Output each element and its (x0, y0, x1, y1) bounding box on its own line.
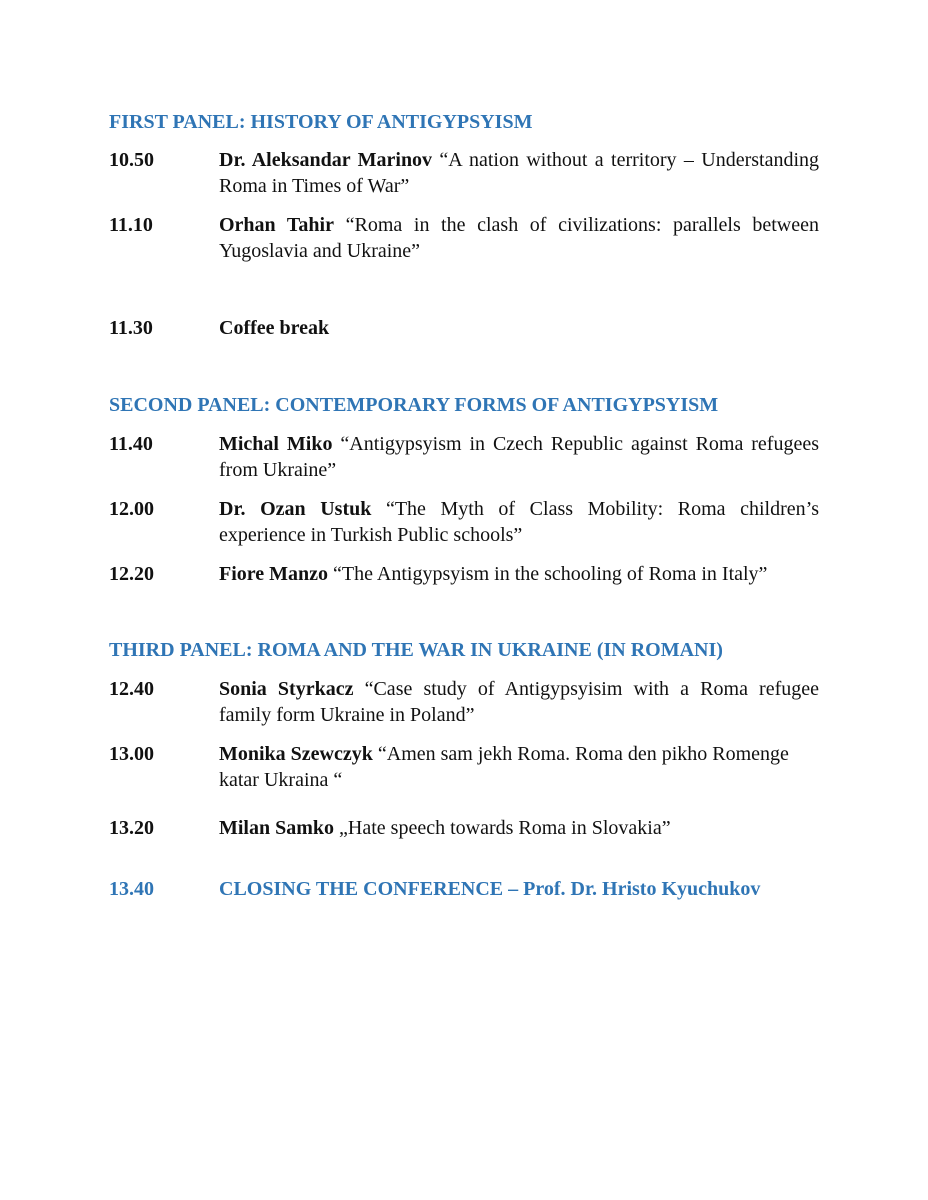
agenda-entry (219, 741, 819, 793)
agenda-entry (219, 212, 819, 264)
panel-heading-third: THIRD PANEL: ROMA AND THE WAR IN UKRAINE (IN ROMANI) (109, 639, 723, 661)
agenda-entry (219, 496, 819, 548)
talk-title: “A nation without a territory – Understanding Roma in Times of War” (219, 149, 820, 197)
speaker-name: Fiore Manzo (219, 563, 329, 585)
speaker-name: Orhan Tahir (219, 214, 334, 236)
talk-title: “The Myth of Class Mobility: Roma children’s experience in Turkish Public schools” (219, 498, 819, 546)
agenda-entry (219, 676, 819, 728)
agenda-time: 13.20 (109, 817, 154, 839)
talk-title: “Roma in the clash of civilizations: parallels between Yugoslavia and Ukraine” (219, 214, 819, 262)
talk-title: “Antigypsyism in Czech Republic against Roma refugees from Ukraine” (219, 433, 820, 481)
speaker-name: Dr. Aleksandar Marinov (219, 149, 433, 171)
speaker-name: Michal Miko (219, 433, 333, 455)
speaker-name: Monika Szewczyk (219, 743, 373, 765)
agenda-entry (219, 147, 819, 199)
panel-heading-second: SECOND PANEL: CONTEMPORARY FORMS OF ANTIGYPSYISM (109, 394, 719, 416)
agenda-time: 12.20 (109, 563, 154, 585)
speaker-name: Milan Samko (219, 817, 335, 839)
agenda-time: 13.00 (109, 743, 154, 765)
panel-heading-first: FIRST PANEL: HISTORY OF ANTIGYPSYISM (109, 111, 533, 133)
agenda-time: 12.40 (109, 678, 154, 700)
speaker-name: Dr. Ozan Ustuk (219, 498, 372, 520)
agenda-time: 11.40 (109, 433, 153, 455)
agenda-time: 12.00 (109, 498, 154, 520)
agenda-entry (219, 561, 819, 587)
break-label: Coffee break (219, 317, 330, 339)
agenda-time: 11.10 (109, 214, 153, 236)
speaker-name: Sonia Styrkacz (219, 678, 354, 700)
closing-label: CLOSING THE CONFERENCE – Prof. Dr. Hristo Kyuchukov (219, 878, 761, 900)
agenda-entry (219, 431, 819, 483)
agenda-entry (219, 315, 819, 341)
agenda-time: 13.40 (109, 878, 154, 900)
talk-title: „Hate speech towards Roma in Slovakia” (339, 817, 671, 839)
agenda-entry (219, 815, 819, 841)
agenda-time: 11.30 (109, 317, 153, 339)
talk-title: “Amen sam jekh Roma. Roma den pikho Romenge katar Ukraina “ (219, 743, 789, 791)
agenda-time: 10.50 (109, 149, 154, 171)
talk-title: “The Antigypsyism in the schooling of Roma in Italy” (333, 563, 768, 585)
talk-title: “Case study of Antigypsyisim with a Roma refugee family form Ukraine in Poland” (219, 678, 820, 726)
